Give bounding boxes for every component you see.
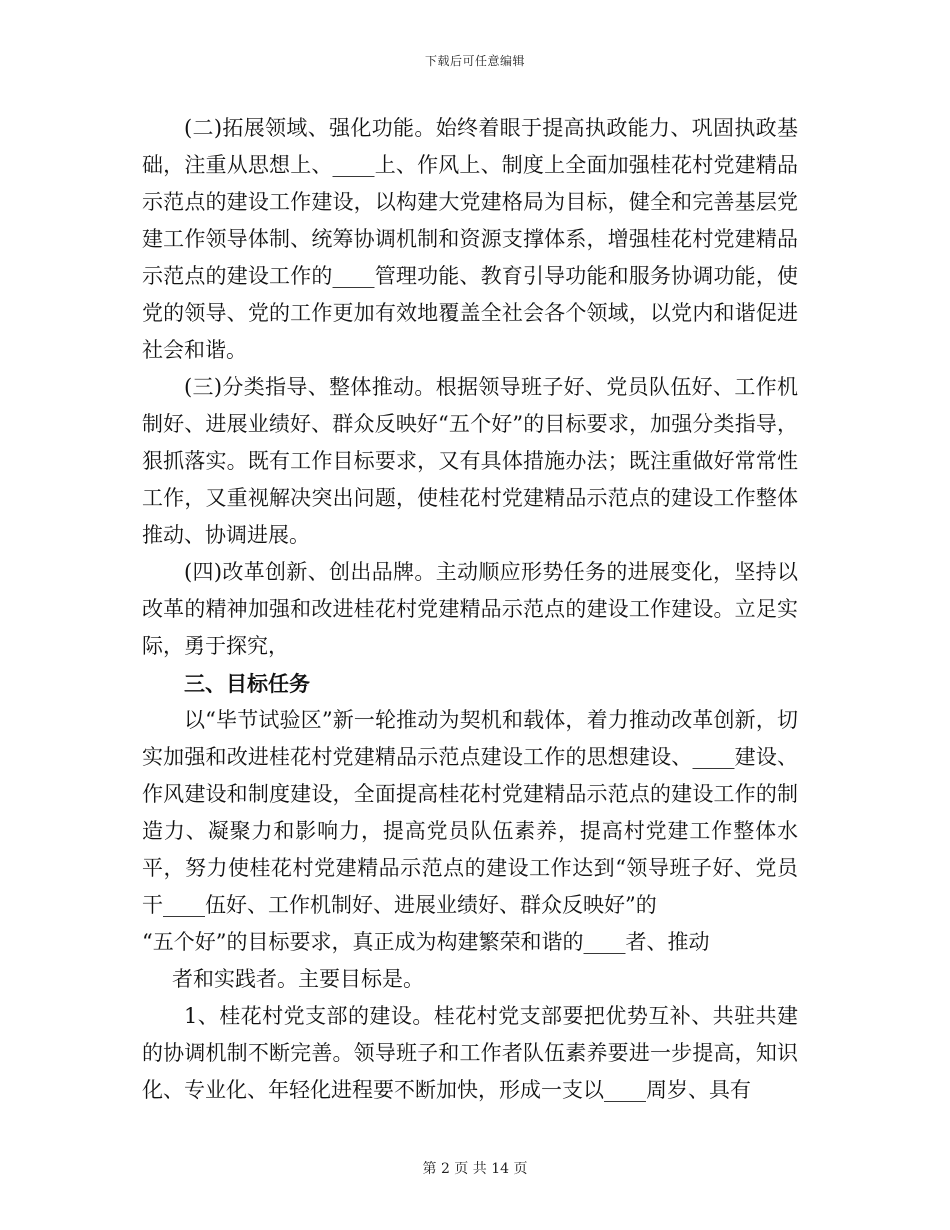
paragraph-expand-domains: (二)拓展领域、强化功能。始终着眼于提高执政能力、巩固执政基础，注重从思想上、____上、作风上、制度上全面加强桂花村党建精品示范点的建设工作建设，以构建大党建格局为目标，健全和完善基层党建工作领导体制、统筹协调机制和资源支撑体系，增强桂花村党建精品示范点的建设工作的____管理功能、教育引导功能和服务协调功能，使党的领导、党的工作更加有效地覆盖全社会各个领域，以党内和谐促进社会和谐。 [142,116,798,362]
paragraph-goals-end: 者和实践者。主要目标是。 [172,967,424,991]
paragraph-classified-guidance: (三)分类指导、整体推动。根据领导班子好、党员队伍好、工作机制好、进展业绩好、群众反映好“五个好”的目标要求，加强分类指导，狠抓落实。既有工作目标要求，又有具体措施办法；既注重做好常常性工作，又重视解决突出问题，使桂花村党建精品示范点的建设工作整体推动、协调进展。 [142,375,798,547]
document-body [142,110,798,1109]
paragraph-branch-construction: 1、桂花村党支部的建设。桂花村党支部要把优势互补、共驻共建的协调机制不断完善。领导班子和工作者队伍素养要进一步提高，知识化、专业化、年轻化进程要不断加快，形成一支以____周岁、具有 [142,1004,798,1102]
paragraph-goals-continued: “五个好”的目标要求，真正成为构建繁荣和谐的____者、推动 [142,930,710,954]
page-header: 下载后可任意编辑 [424,54,525,68]
paragraph-goals-intro: 以“毕节试验区”新一轮推动为契机和载体，着力推动改革创新，切实加强和改进桂花村党建精品示范点建设工作的思想建设、____建设、作风建设和制度建设，全面提高桂花村党建精品示范点的建设工作的制造力、凝聚力和影响力，提高党员队伍素养，提高村党建工作整体水平，努力使桂花村党建精品示范点的建设工作达到“领导班子好、党员干____伍好、工作机制好、进展业绩好、群众反映好”的 [142,708,798,917]
page-footer: 第 2 页 共 14 页 [422,1161,528,1177]
paragraph-reform-innovation: (四)改革创新、创出品牌。主动顺应形势任务的进展变化，坚持以改革的精神加强和改进桂花村党建精品示范点的建设工作建设。立足实际，勇于探究， [142,560,798,658]
section-heading-goals: 三、目标任务 [184,671,310,696]
